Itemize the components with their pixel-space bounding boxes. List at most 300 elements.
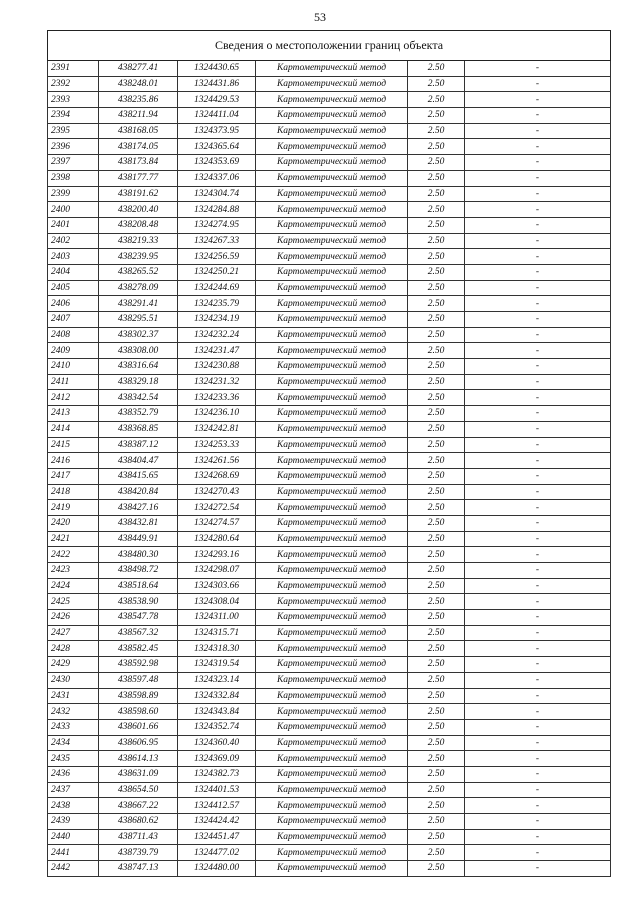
method-cell: Картометрический метод xyxy=(256,217,408,233)
x-coordinate-cell: 438208.48 xyxy=(99,217,178,233)
point-number-cell: 2432 xyxy=(48,704,99,720)
description-cell: - xyxy=(465,233,611,249)
accuracy-cell: 2.50 xyxy=(408,641,465,657)
accuracy-cell: 2.50 xyxy=(408,484,465,500)
method-cell: Картометрический метод xyxy=(256,233,408,249)
accuracy-cell: 2.50 xyxy=(408,735,465,751)
table-row xyxy=(48,92,611,108)
table-row xyxy=(48,312,611,328)
y-coordinate-cell: 1324343.84 xyxy=(178,704,256,720)
accuracy-cell: 2.50 xyxy=(408,594,465,610)
method-cell: Картометрический метод xyxy=(256,829,408,845)
y-coordinate-cell: 1324253.33 xyxy=(178,437,256,453)
description-cell: - xyxy=(465,280,611,296)
description-cell: - xyxy=(465,610,611,626)
description-cell: - xyxy=(465,751,611,767)
method-cell: Картометрический метод xyxy=(256,735,408,751)
x-coordinate-cell: 438302.37 xyxy=(99,327,178,343)
description-cell: - xyxy=(465,845,611,861)
x-coordinate-cell: 438177.77 xyxy=(99,170,178,186)
x-coordinate-cell: 438239.95 xyxy=(99,249,178,265)
accuracy-cell: 2.50 xyxy=(408,123,465,139)
accuracy-cell: 2.50 xyxy=(408,829,465,845)
description-cell: - xyxy=(465,437,611,453)
y-coordinate-cell: 1324412.57 xyxy=(178,798,256,814)
point-number-cell: 2407 xyxy=(48,312,99,328)
point-number-cell: 2397 xyxy=(48,155,99,171)
x-coordinate-cell: 438387.12 xyxy=(99,437,178,453)
accuracy-cell: 2.50 xyxy=(408,704,465,720)
method-cell: Картометрический метод xyxy=(256,672,408,688)
point-number-cell: 2409 xyxy=(48,343,99,359)
table-row xyxy=(48,327,611,343)
description-cell: - xyxy=(465,672,611,688)
description-cell: - xyxy=(465,719,611,735)
y-coordinate-cell: 1324318.30 xyxy=(178,641,256,657)
method-cell: Картометрический метод xyxy=(256,641,408,657)
point-number-cell: 2396 xyxy=(48,139,99,155)
table-row xyxy=(48,186,611,202)
method-cell: Картометрический метод xyxy=(256,515,408,531)
y-coordinate-cell: 1324451.47 xyxy=(178,829,256,845)
x-coordinate-cell: 438739.79 xyxy=(99,845,178,861)
point-number-cell: 2412 xyxy=(48,390,99,406)
method-cell: Картометрический метод xyxy=(256,704,408,720)
point-number-cell: 2422 xyxy=(48,547,99,563)
x-coordinate-cell: 438654.50 xyxy=(99,782,178,798)
method-cell: Картометрический метод xyxy=(256,798,408,814)
description-cell: - xyxy=(465,641,611,657)
x-coordinate-cell: 438368.85 xyxy=(99,421,178,437)
point-number-cell: 2398 xyxy=(48,170,99,186)
table-row xyxy=(48,704,611,720)
x-coordinate-cell: 438352.79 xyxy=(99,406,178,422)
method-cell: Картометрический метод xyxy=(256,92,408,108)
x-coordinate-cell: 438219.33 xyxy=(99,233,178,249)
accuracy-cell: 2.50 xyxy=(408,578,465,594)
point-number-cell: 2423 xyxy=(48,563,99,579)
method-cell: Картометрический метод xyxy=(256,814,408,830)
description-cell: - xyxy=(465,359,611,375)
point-number-cell: 2400 xyxy=(48,202,99,218)
y-coordinate-cell: 1324261.56 xyxy=(178,453,256,469)
point-number-cell: 2418 xyxy=(48,484,99,500)
coordinates-table xyxy=(47,30,611,877)
description-cell: - xyxy=(465,594,611,610)
table-row xyxy=(48,515,611,531)
x-coordinate-cell: 438606.95 xyxy=(99,735,178,751)
x-coordinate-cell: 438342.54 xyxy=(99,390,178,406)
point-number-cell: 2424 xyxy=(48,578,99,594)
table-row xyxy=(48,672,611,688)
x-coordinate-cell: 438598.89 xyxy=(99,688,178,704)
method-cell: Картометрический метод xyxy=(256,123,408,139)
y-coordinate-cell: 1324369.09 xyxy=(178,751,256,767)
table-row xyxy=(48,202,611,218)
description-cell: - xyxy=(465,829,611,845)
point-number-cell: 2395 xyxy=(48,123,99,139)
y-coordinate-cell: 1324274.57 xyxy=(178,515,256,531)
description-cell: - xyxy=(465,186,611,202)
accuracy-cell: 2.50 xyxy=(408,249,465,265)
description-cell: - xyxy=(465,61,611,77)
x-coordinate-cell: 438598.60 xyxy=(99,704,178,720)
x-coordinate-cell: 438427.16 xyxy=(99,500,178,516)
point-number-cell: 2414 xyxy=(48,421,99,437)
description-cell: - xyxy=(465,515,611,531)
x-coordinate-cell: 438667.22 xyxy=(99,798,178,814)
method-cell: Картометрический метод xyxy=(256,374,408,390)
y-coordinate-cell: 1324323.14 xyxy=(178,672,256,688)
table-title: Сведения о местоположении границ объекта xyxy=(48,31,611,61)
table-row xyxy=(48,123,611,139)
method-cell: Картометрический метод xyxy=(256,766,408,782)
y-coordinate-cell: 1324298.07 xyxy=(178,563,256,579)
point-number-cell: 2428 xyxy=(48,641,99,657)
table-row xyxy=(48,782,611,798)
x-coordinate-cell: 438168.05 xyxy=(99,123,178,139)
table-row xyxy=(48,468,611,484)
accuracy-cell: 2.50 xyxy=(408,421,465,437)
method-cell: Картометрический метод xyxy=(256,468,408,484)
table-row xyxy=(48,139,611,155)
method-cell: Картометрический метод xyxy=(256,406,408,422)
description-cell: - xyxy=(465,625,611,641)
table-row xyxy=(48,766,611,782)
method-cell: Картометрический метод xyxy=(256,359,408,375)
y-coordinate-cell: 1324315.71 xyxy=(178,625,256,641)
y-coordinate-cell: 1324308.04 xyxy=(178,594,256,610)
x-coordinate-cell: 438547.78 xyxy=(99,610,178,626)
point-number-cell: 2440 xyxy=(48,829,99,845)
table-row xyxy=(48,374,611,390)
y-coordinate-cell: 1324332.84 xyxy=(178,688,256,704)
point-number-cell: 2408 xyxy=(48,327,99,343)
method-cell: Картометрический метод xyxy=(256,861,408,877)
point-number-cell: 2406 xyxy=(48,296,99,312)
x-coordinate-cell: 438582.45 xyxy=(99,641,178,657)
y-coordinate-cell: 1324250.21 xyxy=(178,264,256,280)
table-row xyxy=(48,421,611,437)
table-row xyxy=(48,829,611,845)
table-row xyxy=(48,845,611,861)
point-number-cell: 2415 xyxy=(48,437,99,453)
x-coordinate-cell: 438631.09 xyxy=(99,766,178,782)
method-cell: Картометрический метод xyxy=(256,139,408,155)
method-cell: Картометрический метод xyxy=(256,421,408,437)
x-coordinate-cell: 438538.90 xyxy=(99,594,178,610)
y-coordinate-cell: 1324235.79 xyxy=(178,296,256,312)
point-number-cell: 2410 xyxy=(48,359,99,375)
table-row xyxy=(48,657,611,673)
y-coordinate-cell: 1324424.42 xyxy=(178,814,256,830)
accuracy-cell: 2.50 xyxy=(408,453,465,469)
method-cell: Картометрический метод xyxy=(256,563,408,579)
accuracy-cell: 2.50 xyxy=(408,610,465,626)
y-coordinate-cell: 1324365.64 xyxy=(178,139,256,155)
y-coordinate-cell: 1324352.74 xyxy=(178,719,256,735)
point-number-cell: 2426 xyxy=(48,610,99,626)
point-number-cell: 2431 xyxy=(48,688,99,704)
y-coordinate-cell: 1324429.53 xyxy=(178,92,256,108)
description-cell: - xyxy=(465,861,611,877)
point-number-cell: 2438 xyxy=(48,798,99,814)
table-row xyxy=(48,563,611,579)
accuracy-cell: 2.50 xyxy=(408,139,465,155)
table-header-row xyxy=(48,31,611,61)
description-cell: - xyxy=(465,421,611,437)
x-coordinate-cell: 438711.43 xyxy=(99,829,178,845)
description-cell: - xyxy=(465,264,611,280)
point-number-cell: 2436 xyxy=(48,766,99,782)
point-number-cell: 2393 xyxy=(48,92,99,108)
point-number-cell: 2403 xyxy=(48,249,99,265)
point-number-cell: 2405 xyxy=(48,280,99,296)
table-row xyxy=(48,861,611,877)
description-cell: - xyxy=(465,547,611,563)
table-row xyxy=(48,296,611,312)
method-cell: Картометрический метод xyxy=(256,343,408,359)
accuracy-cell: 2.50 xyxy=(408,719,465,735)
description-cell: - xyxy=(465,170,611,186)
table-row xyxy=(48,249,611,265)
accuracy-cell: 2.50 xyxy=(408,343,465,359)
method-cell: Картометрический метод xyxy=(256,202,408,218)
accuracy-cell: 2.50 xyxy=(408,500,465,516)
accuracy-cell: 2.50 xyxy=(408,672,465,688)
table-row xyxy=(48,343,611,359)
description-cell: - xyxy=(465,327,611,343)
point-number-cell: 2416 xyxy=(48,453,99,469)
method-cell: Картометрический метод xyxy=(256,484,408,500)
method-cell: Картометрический метод xyxy=(256,296,408,312)
table-row xyxy=(48,453,611,469)
point-number-cell: 2427 xyxy=(48,625,99,641)
point-number-cell: 2430 xyxy=(48,672,99,688)
accuracy-cell: 2.50 xyxy=(408,845,465,861)
y-coordinate-cell: 1324232.24 xyxy=(178,327,256,343)
table-row xyxy=(48,217,611,233)
y-coordinate-cell: 1324234.19 xyxy=(178,312,256,328)
accuracy-cell: 2.50 xyxy=(408,531,465,547)
accuracy-cell: 2.50 xyxy=(408,437,465,453)
point-number-cell: 2433 xyxy=(48,719,99,735)
method-cell: Картометрический метод xyxy=(256,578,408,594)
y-coordinate-cell: 1324303.66 xyxy=(178,578,256,594)
accuracy-cell: 2.50 xyxy=(408,108,465,124)
method-cell: Картометрический метод xyxy=(256,845,408,861)
table-row xyxy=(48,814,611,830)
description-cell: - xyxy=(465,390,611,406)
accuracy-cell: 2.50 xyxy=(408,814,465,830)
description-cell: - xyxy=(465,217,611,233)
method-cell: Картометрический метод xyxy=(256,500,408,516)
description-cell: - xyxy=(465,688,611,704)
accuracy-cell: 2.50 xyxy=(408,76,465,92)
accuracy-cell: 2.50 xyxy=(408,563,465,579)
y-coordinate-cell: 1324431.86 xyxy=(178,76,256,92)
x-coordinate-cell: 438235.86 xyxy=(99,92,178,108)
x-coordinate-cell: 438316.64 xyxy=(99,359,178,375)
accuracy-cell: 2.50 xyxy=(408,170,465,186)
accuracy-cell: 2.50 xyxy=(408,782,465,798)
method-cell: Картометрический метод xyxy=(256,688,408,704)
accuracy-cell: 2.50 xyxy=(408,625,465,641)
point-number-cell: 2420 xyxy=(48,515,99,531)
accuracy-cell: 2.50 xyxy=(408,233,465,249)
x-coordinate-cell: 438277.41 xyxy=(99,61,178,77)
x-coordinate-cell: 438404.47 xyxy=(99,453,178,469)
table-row xyxy=(48,233,611,249)
x-coordinate-cell: 438432.81 xyxy=(99,515,178,531)
x-coordinate-cell: 438498.72 xyxy=(99,563,178,579)
accuracy-cell: 2.50 xyxy=(408,264,465,280)
description-cell: - xyxy=(465,782,611,798)
x-coordinate-cell: 438518.64 xyxy=(99,578,178,594)
x-coordinate-cell: 438601.66 xyxy=(99,719,178,735)
method-cell: Картометрический метод xyxy=(256,547,408,563)
description-cell: - xyxy=(465,312,611,328)
y-coordinate-cell: 1324304.74 xyxy=(178,186,256,202)
point-number-cell: 2413 xyxy=(48,406,99,422)
table-row xyxy=(48,751,611,767)
table-row xyxy=(48,610,611,626)
x-coordinate-cell: 438174.05 xyxy=(99,139,178,155)
y-coordinate-cell: 1324270.43 xyxy=(178,484,256,500)
x-coordinate-cell: 438173.84 xyxy=(99,155,178,171)
y-coordinate-cell: 1324236.10 xyxy=(178,406,256,422)
y-coordinate-cell: 1324272.54 xyxy=(178,500,256,516)
accuracy-cell: 2.50 xyxy=(408,766,465,782)
method-cell: Картометрический метод xyxy=(256,76,408,92)
accuracy-cell: 2.50 xyxy=(408,202,465,218)
method-cell: Картометрический метод xyxy=(256,610,408,626)
accuracy-cell: 2.50 xyxy=(408,515,465,531)
description-cell: - xyxy=(465,374,611,390)
method-cell: Картометрический метод xyxy=(256,280,408,296)
table-row xyxy=(48,390,611,406)
table-row xyxy=(48,625,611,641)
y-coordinate-cell: 1324319.54 xyxy=(178,657,256,673)
y-coordinate-cell: 1324268.69 xyxy=(178,468,256,484)
description-cell: - xyxy=(465,814,611,830)
x-coordinate-cell: 438592.98 xyxy=(99,657,178,673)
y-coordinate-cell: 1324293.16 xyxy=(178,547,256,563)
point-number-cell: 2442 xyxy=(48,861,99,877)
x-coordinate-cell: 438420.84 xyxy=(99,484,178,500)
x-coordinate-cell: 438480.30 xyxy=(99,547,178,563)
description-cell: - xyxy=(465,531,611,547)
point-number-cell: 2435 xyxy=(48,751,99,767)
y-coordinate-cell: 1324360.40 xyxy=(178,735,256,751)
x-coordinate-cell: 438747.13 xyxy=(99,861,178,877)
description-cell: - xyxy=(465,500,611,516)
x-coordinate-cell: 438200.40 xyxy=(99,202,178,218)
accuracy-cell: 2.50 xyxy=(408,186,465,202)
y-coordinate-cell: 1324231.47 xyxy=(178,343,256,359)
method-cell: Картометрический метод xyxy=(256,155,408,171)
table-row xyxy=(48,280,611,296)
point-number-cell: 2394 xyxy=(48,108,99,124)
accuracy-cell: 2.50 xyxy=(408,327,465,343)
y-coordinate-cell: 1324430.65 xyxy=(178,61,256,77)
method-cell: Картометрический метод xyxy=(256,108,408,124)
table-body xyxy=(48,61,611,877)
method-cell: Картометрический метод xyxy=(256,751,408,767)
table-row xyxy=(48,359,611,375)
point-number-cell: 2411 xyxy=(48,374,99,390)
method-cell: Картометрический метод xyxy=(256,453,408,469)
x-coordinate-cell: 438278.09 xyxy=(99,280,178,296)
point-number-cell: 2404 xyxy=(48,264,99,280)
y-coordinate-cell: 1324284.88 xyxy=(178,202,256,218)
accuracy-cell: 2.50 xyxy=(408,280,465,296)
point-number-cell: 2401 xyxy=(48,217,99,233)
description-cell: - xyxy=(465,155,611,171)
point-number-cell: 2441 xyxy=(48,845,99,861)
description-cell: - xyxy=(465,123,611,139)
y-coordinate-cell: 1324477.02 xyxy=(178,845,256,861)
point-number-cell: 2434 xyxy=(48,735,99,751)
y-coordinate-cell: 1324230.88 xyxy=(178,359,256,375)
method-cell: Картометрический метод xyxy=(256,625,408,641)
table-row xyxy=(48,641,611,657)
description-cell: - xyxy=(465,296,611,312)
x-coordinate-cell: 438449.91 xyxy=(99,531,178,547)
method-cell: Картометрический метод xyxy=(256,264,408,280)
description-cell: - xyxy=(465,484,611,500)
description-cell: - xyxy=(465,468,611,484)
method-cell: Картометрический метод xyxy=(256,61,408,77)
y-coordinate-cell: 1324233.36 xyxy=(178,390,256,406)
table-row xyxy=(48,735,611,751)
y-coordinate-cell: 1324256.59 xyxy=(178,249,256,265)
accuracy-cell: 2.50 xyxy=(408,751,465,767)
table-row xyxy=(48,76,611,92)
table-row xyxy=(48,547,611,563)
description-cell: - xyxy=(465,108,611,124)
accuracy-cell: 2.50 xyxy=(408,359,465,375)
point-number-cell: 2402 xyxy=(48,233,99,249)
method-cell: Картометрический метод xyxy=(256,657,408,673)
method-cell: Картометрический метод xyxy=(256,249,408,265)
x-coordinate-cell: 438329.18 xyxy=(99,374,178,390)
point-number-cell: 2417 xyxy=(48,468,99,484)
method-cell: Картометрический метод xyxy=(256,437,408,453)
y-coordinate-cell: 1324401.53 xyxy=(178,782,256,798)
table-row xyxy=(48,719,611,735)
x-coordinate-cell: 438211.94 xyxy=(99,108,178,124)
description-cell: - xyxy=(465,657,611,673)
x-coordinate-cell: 438265.52 xyxy=(99,264,178,280)
table-row xyxy=(48,108,611,124)
y-coordinate-cell: 1324411.04 xyxy=(178,108,256,124)
y-coordinate-cell: 1324242.81 xyxy=(178,421,256,437)
point-number-cell: 2437 xyxy=(48,782,99,798)
y-coordinate-cell: 1324280.64 xyxy=(178,531,256,547)
method-cell: Картометрический метод xyxy=(256,390,408,406)
y-coordinate-cell: 1324382.73 xyxy=(178,766,256,782)
description-cell: - xyxy=(465,92,611,108)
table-row xyxy=(48,155,611,171)
table-row xyxy=(48,531,611,547)
point-number-cell: 2429 xyxy=(48,657,99,673)
description-cell: - xyxy=(465,766,611,782)
point-number-cell: 2419 xyxy=(48,500,99,516)
y-coordinate-cell: 1324480.00 xyxy=(178,861,256,877)
table-row xyxy=(48,798,611,814)
method-cell: Картометрический метод xyxy=(256,170,408,186)
